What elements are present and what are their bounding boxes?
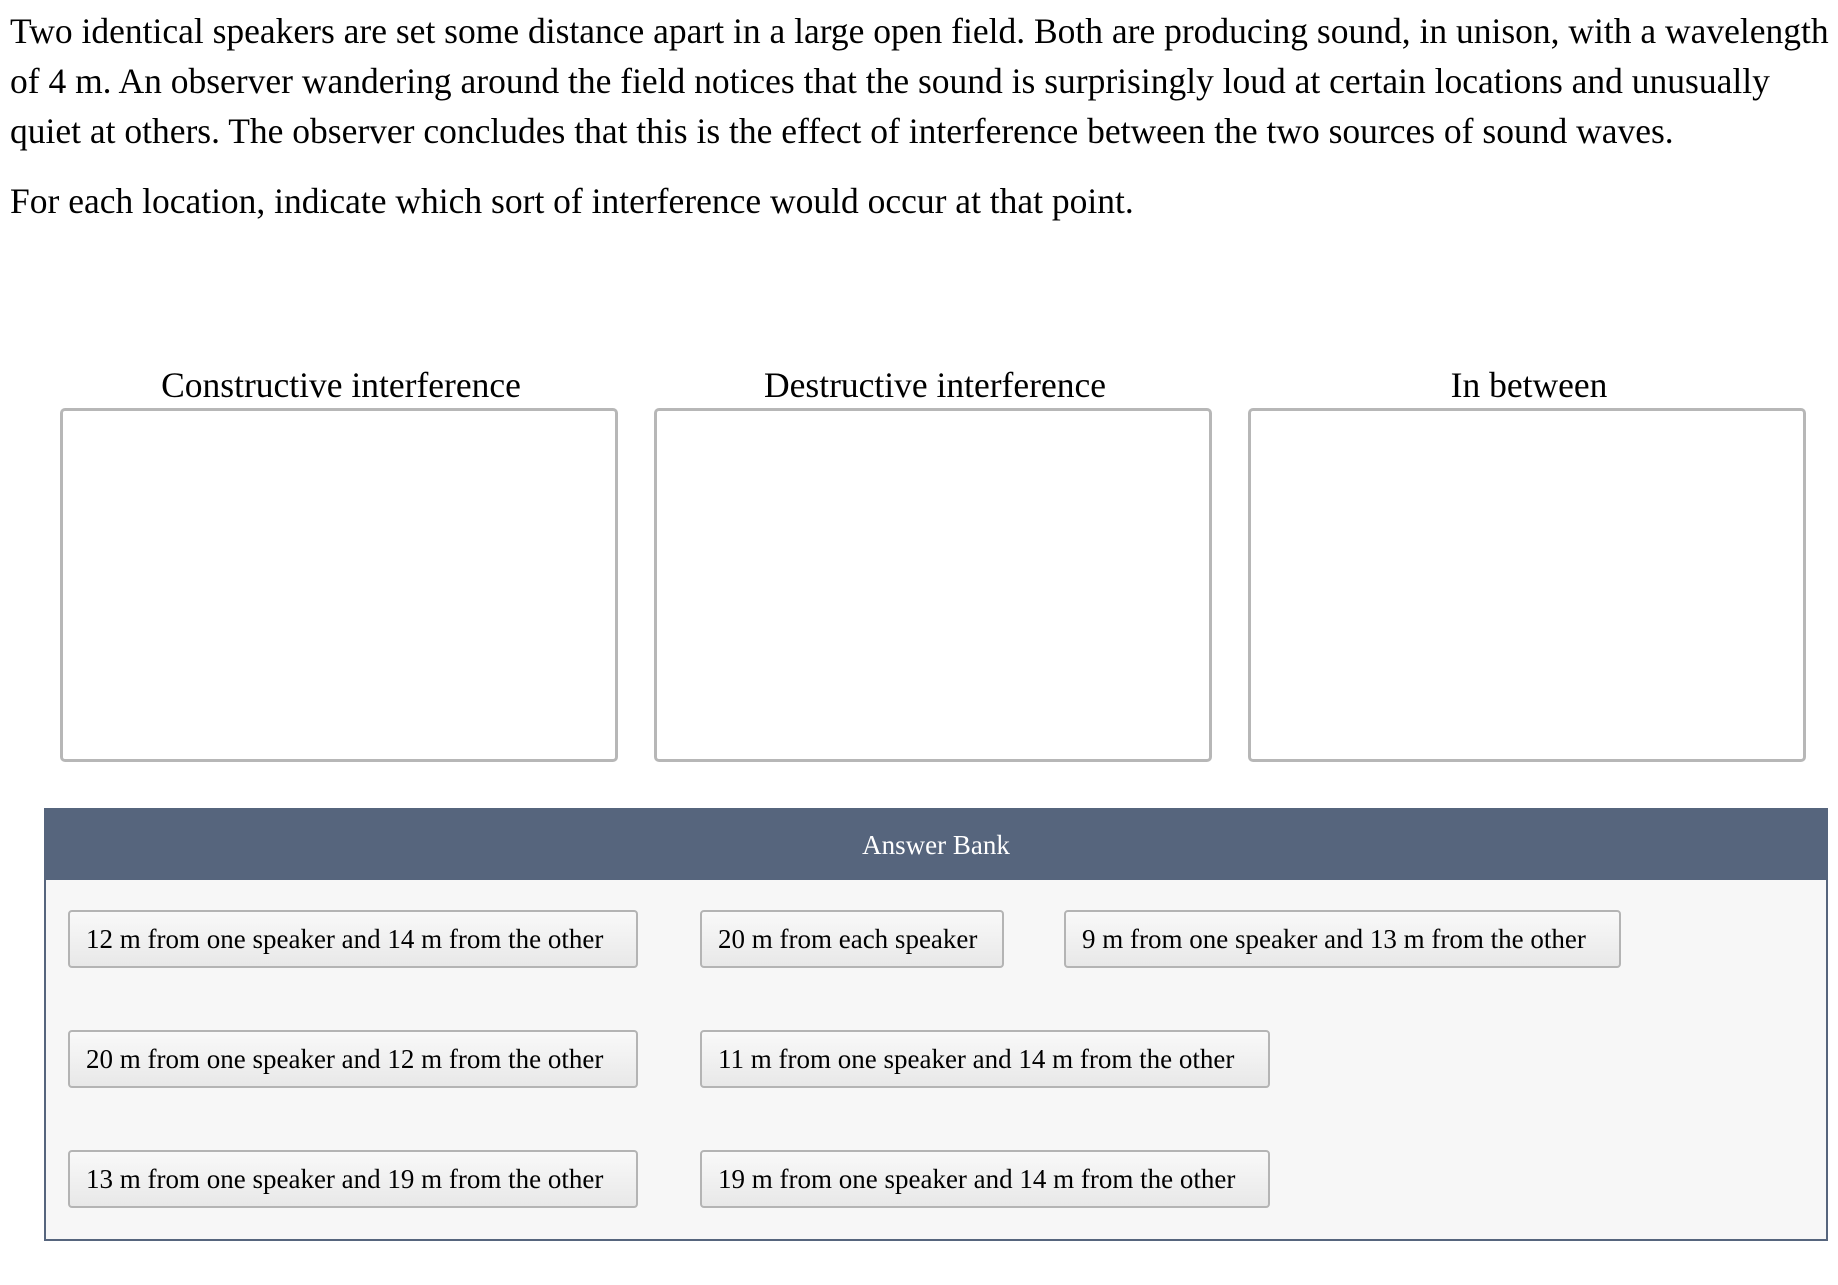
- answer-bank-items: [46, 880, 1826, 1241]
- answer-chip[interactable]: 20 m from each speaker: [700, 910, 1004, 968]
- prompt-line: Two identical speakers are set some distance apart in a large open field. Both are producing sound, in unison, with a wavelength: [10, 11, 1829, 51]
- question-prompt: [10, 6, 1838, 226]
- bin-title: In between: [1450, 365, 1608, 405]
- instruction-text: For each location, indicate which sort of interference would occur at that point.: [10, 181, 1134, 221]
- bin-in-between: [1248, 362, 1810, 762]
- answer-chip[interactable]: 11 m from one speaker and 14 m from the other: [700, 1030, 1270, 1088]
- drop-zone-constructive[interactable]: [60, 408, 618, 762]
- answer-chip[interactable]: 20 m from one speaker and 12 m from the other: [68, 1030, 638, 1088]
- bin-title: Destructive interference: [764, 365, 1106, 405]
- prompt-line: quiet at others. The observer concludes that this is the effect of interference between the two sources of sound waves.: [10, 111, 1674, 151]
- bin-constructive: [60, 362, 622, 762]
- drop-zone-in-between[interactable]: [1248, 408, 1806, 762]
- drop-zone-destructive[interactable]: [654, 408, 1212, 762]
- bin-destructive: [654, 362, 1216, 762]
- answer-chip[interactable]: 9 m from one speaker and 13 m from the other: [1064, 910, 1621, 968]
- prompt-text: [10, 6, 1838, 156]
- answer-chip[interactable]: 12 m from one speaker and 14 m from the other: [68, 910, 638, 968]
- answer-bank: [44, 808, 1828, 1241]
- answer-chip[interactable]: 13 m from one speaker and 19 m from the other: [68, 1150, 638, 1208]
- prompt-line: of 4 m. An observer wandering around the field notices that the sound is surprisingly loud at certain locations and unusually: [10, 61, 1770, 101]
- answer-chip[interactable]: 19 m from one speaker and 14 m from the other: [700, 1150, 1270, 1208]
- bin-title: Constructive interference: [161, 365, 521, 405]
- answer-bank-title: Answer Bank: [46, 810, 1826, 880]
